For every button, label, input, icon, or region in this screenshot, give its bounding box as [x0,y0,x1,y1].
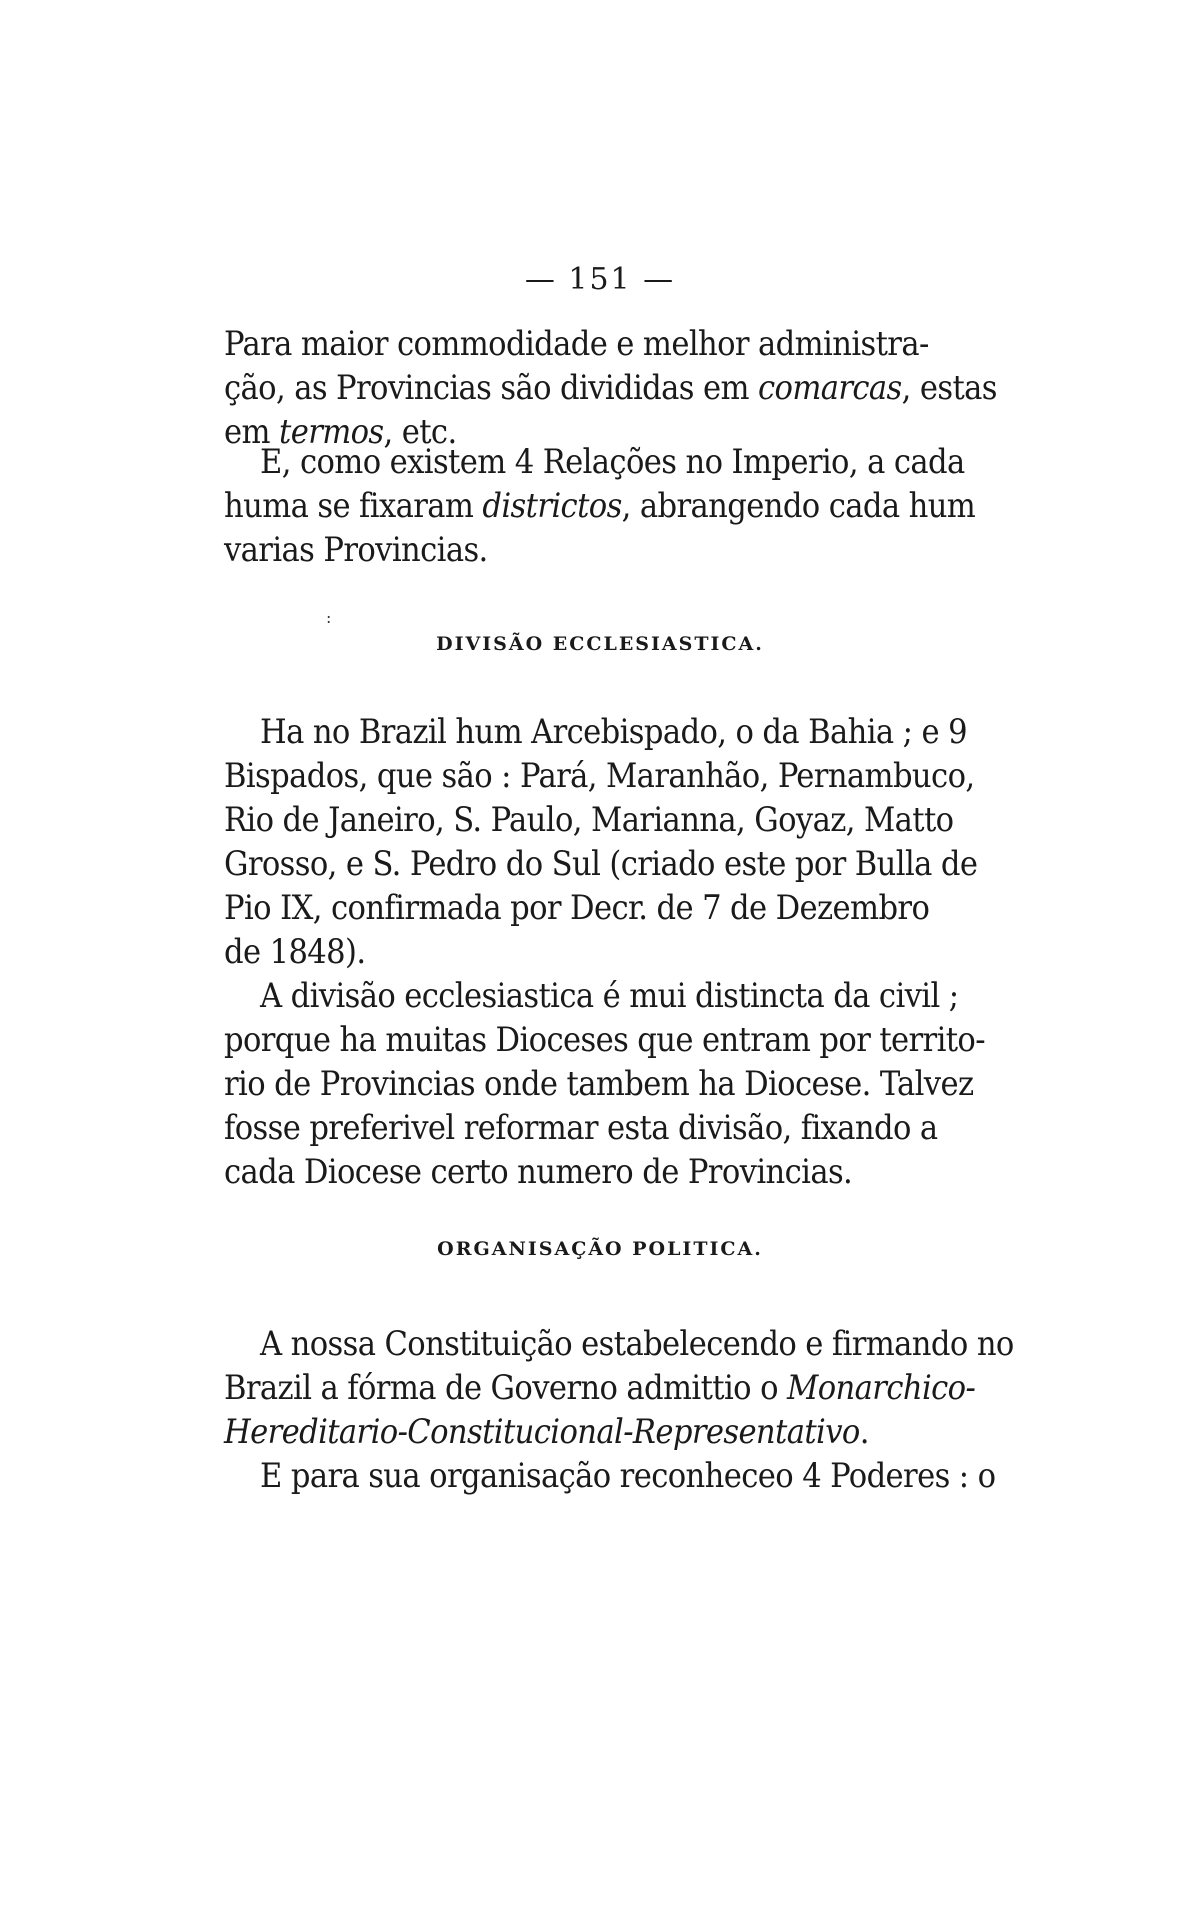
text-line: A nossa Constituição estabelecendo e firmando no [260,1324,1014,1364]
text-line: Grosso, e S. Pedro do Sul (criado este por Bulla de [224,844,978,884]
text-line: E para sua organisação reconheceo 4 Poderes : o [260,1456,996,1496]
text-line: ção, as Provincias são divididas em comarcas, estas [224,368,997,408]
emphasis: comarcas [757,368,902,408]
page-number: — 151 — [524,262,676,297]
text-line: A divisão ecclesiastica é mui distincta da civil ; [260,976,959,1016]
stray-mark: : [326,608,332,627]
text-line: varias Provincias. [224,530,488,570]
text-line: cada Diocese certo numero de Provincias. [224,1152,853,1192]
section2-paragraph-1 [224,1322,1014,1454]
text-line: Brazil a fórma de Governo admittio o Monarchico- [224,1368,976,1408]
text-line: em termos, etc. [224,412,457,452]
intro-paragraph-1 [224,322,997,454]
section1-paragraph-2 [224,974,985,1194]
text-line: Bispados, que são : Pará, Maranhão, Pernambuco, [224,756,975,796]
text-line: E, como existem 4 Relações no Imperio, a cada [260,442,965,482]
section2-paragraph-2 [224,1454,996,1498]
emphasis: termos [279,412,384,452]
emphasis: Hereditario-Constitucional-Representativo [224,1412,860,1452]
text-line: Hereditario-Constitucional-Representativo. [224,1412,869,1452]
emphasis: districtos [482,486,622,526]
text-line: de 1848). [224,932,366,972]
text-line: fosse preferivel reformar esta divisão, fixando a [224,1108,938,1148]
emphasis: Monarchico- [787,1368,976,1408]
text-line: huma se fixaram districtos, abrangendo cada hum [224,486,976,526]
text-line: Para maior commodidade e melhor administra- [224,324,929,364]
text-line: Ha no Brazil hum Arcebispado, o da Bahia ; e 9 [260,712,967,752]
intro-paragraph-2 [224,440,976,572]
text-line: porque ha muitas Dioceses que entram por territo- [224,1020,985,1060]
section1-paragraph-1 [224,710,978,974]
section-heading-divisao: DIVISÃO ECCLESIASTICA. [436,633,764,655]
text-line: Pio IX, confirmada por Decr. de 7 de Dezembro [224,888,930,928]
text-line: rio de Provincias onde tambem ha Diocese. Talvez [224,1064,974,1104]
section-heading-organisacao: ORGANISAÇÃO POLITICA. [437,1238,763,1260]
text-line: Rio de Janeiro, S. Paulo, Marianna, Goyaz, Matto [224,800,954,840]
